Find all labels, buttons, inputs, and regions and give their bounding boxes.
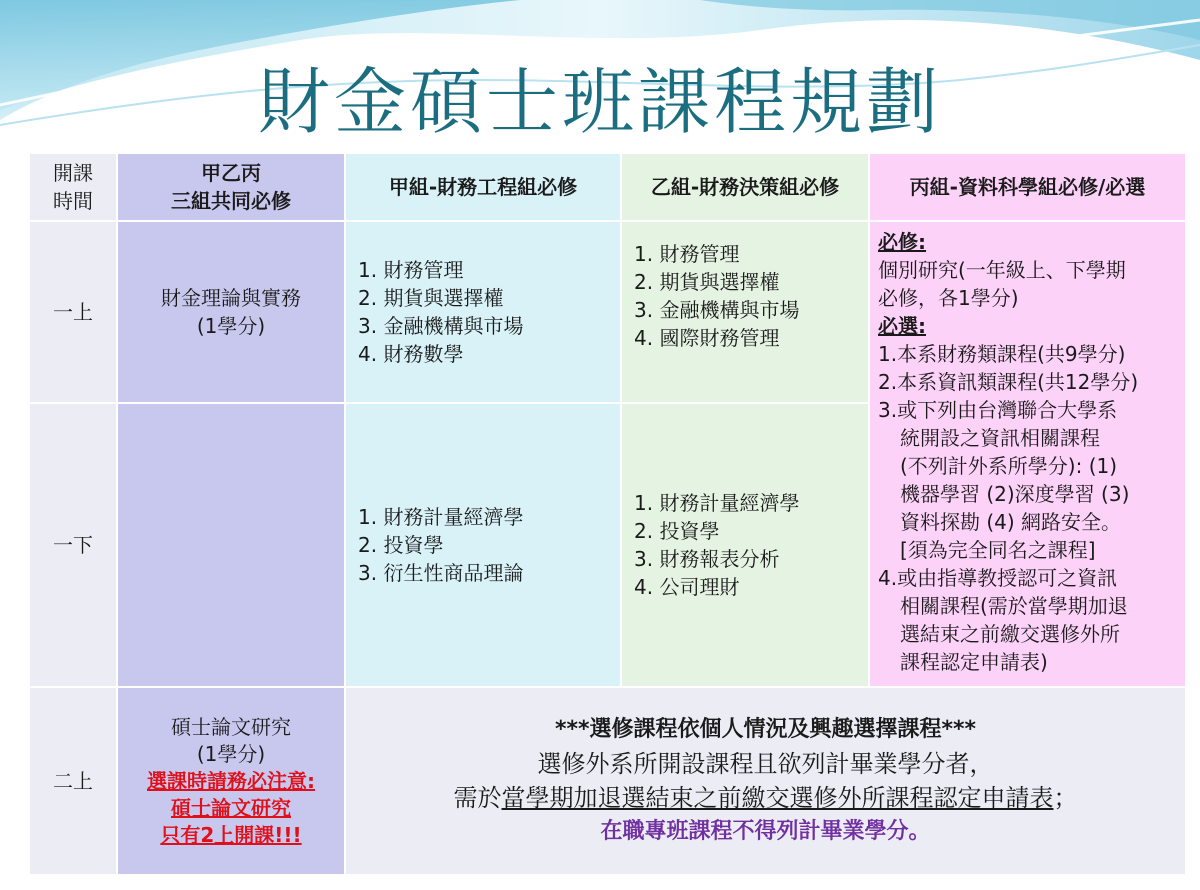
group-c-requirements: 必修: 個別研究(一年級上、下學期 必修，各1學分) 必選: 1.本系財務類課程(共9學分) 2.本系資訊類課程(共12學分) 3.或下列由台灣聯合大學系 統開設之資訊相關課程 (不列計外系所學分): (1) 機器學習 (2)深度學習 (3) 資料探勘 (4) 網路安全。 [須為完全同名之課程] 4.或由指導教授認可之資訊 相關課程(需於當學期加退 選結束之前繳交選修外所 課程認定申請表)	[869, 221, 1186, 687]
group-b-courses-y1s2	[621, 403, 869, 687]
list-item: 2. 期貨與選擇權	[358, 286, 504, 310]
page-title: 財金碩士班課程規劃	[257, 60, 942, 144]
elective-note-line: 需於當學期加退選結束之前繳交選修外所課程認定申請表；	[453, 784, 1078, 812]
header-group-c: 丙組-資料科學組必修/必選	[869, 153, 1186, 221]
list-item: 4. 公司理財	[634, 575, 740, 599]
header-group-b: 乙組-財務決策組必修	[621, 153, 869, 221]
term-label: 一上	[29, 221, 117, 403]
list-item: 3. 金融機構與市場	[358, 314, 524, 338]
header-time: 開課 時間	[29, 153, 117, 221]
list-item: 3. 金融機構與市場	[634, 298, 800, 322]
list-item: 2. 投資學	[634, 519, 720, 543]
in-service-note: 在職專班課程不得列計畢業學分。	[600, 819, 931, 844]
list-item: 1. 財務管理	[634, 242, 740, 266]
list-item: 4. 國際財務管理	[634, 326, 780, 350]
row-year1-sem1	[29, 221, 1186, 403]
term-label: 二上	[29, 687, 117, 875]
common-course-y1s1: 財金理論與實務 (1學分)	[117, 221, 345, 403]
group-b-courses-y1s1	[621, 221, 869, 403]
course-plan-table	[28, 152, 1187, 876]
elective-label: 必選:	[878, 314, 926, 338]
required-label: 必修:	[878, 230, 926, 254]
elective-note-heading: ***選修課程依個人情況及興趣選擇課程***	[554, 717, 977, 742]
elective-note-line: 選修外系所開設課程且欲列計畢業學分者，	[537, 750, 994, 778]
list-item: 3. 財務報表分析	[634, 547, 780, 571]
header-group-a: 甲組-財務工程組必修	[345, 153, 621, 221]
group-a-courses-y1s1	[345, 221, 621, 403]
list-item: 3. 衍生性商品理論	[358, 561, 524, 585]
term-label: 一下	[29, 403, 117, 687]
elective-notes	[345, 687, 1186, 875]
list-item: 1. 財務計量經濟學	[358, 505, 524, 529]
warning-text: 只有2上開課!!!	[160, 822, 302, 847]
warning-text: 碩士論文研究	[171, 795, 291, 820]
common-course-y2s1: 碩士論文研究 (1學分) 選課時請務必注意: 碩士論文研究 只有2上開課!!!	[117, 687, 345, 875]
row-year2-sem1	[29, 687, 1186, 875]
list-item: 1. 財務計量經濟學	[634, 491, 800, 515]
list-item: 1. 財務管理	[358, 258, 464, 282]
warning-text: 選課時請務必注意:	[147, 768, 315, 793]
list-item: 4. 財務數學	[358, 342, 464, 366]
header-row	[29, 153, 1186, 221]
group-a-courses-y1s2	[345, 403, 621, 687]
list-item: 2. 期貨與選擇權	[634, 270, 780, 294]
list-item: 2. 投資學	[358, 533, 444, 557]
header-common: 甲乙丙 三組共同必修	[117, 153, 345, 221]
common-course-y1s2	[117, 403, 345, 687]
